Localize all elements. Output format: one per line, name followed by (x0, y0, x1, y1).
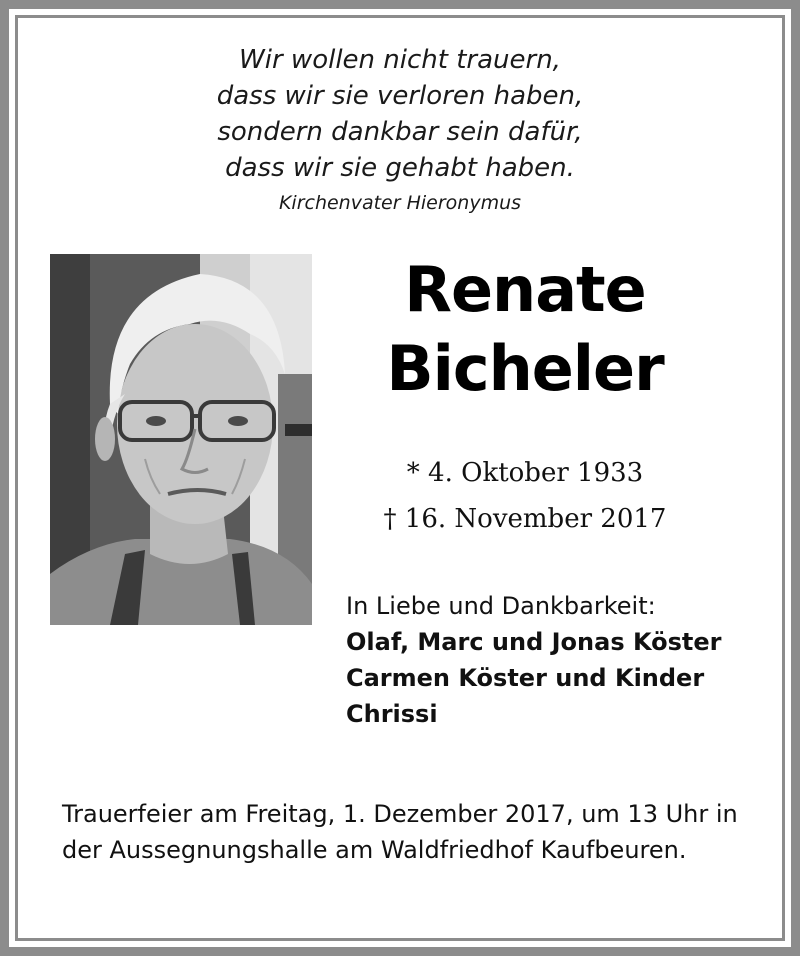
last-name: Bicheler (386, 332, 664, 405)
family-name-3: Chrissi (346, 700, 438, 728)
death-date: † 16. November 2017 (383, 504, 667, 534)
quote-line-3: sondern dankbar sein dafür, (217, 117, 583, 147)
funeral-service-info: Trauerfeier am Freitag, 1. Dezember 2017, um 13 Uhr in der Aussegnungshalle am Waldfriedhof Kaufbeuren. (62, 800, 738, 864)
portrait-illustration (50, 254, 312, 625)
quote-author: Kirchenvater Hieronymus (278, 192, 522, 214)
quote-line-4: dass wir sie gehabt haben. (225, 153, 575, 183)
quote-line-2: dass wir sie verloren haben, (216, 81, 584, 111)
quote-block (0, 42, 800, 218)
life-dates (340, 450, 710, 542)
family-intro: In Liebe und Dankbarkeit: (346, 592, 656, 620)
birth-date: * 4. Oktober 1933 (406, 458, 644, 488)
family-name-2: Carmen Köster und Kinder (346, 664, 705, 692)
first-name: Renate (404, 253, 646, 326)
portrait-photo (50, 254, 312, 625)
family-block (346, 588, 776, 732)
quote-line-1: Wir wollen nicht trauern, (239, 45, 561, 75)
family-name-1: Olaf, Marc und Jonas Köster (346, 628, 722, 656)
deceased-name (360, 250, 690, 408)
